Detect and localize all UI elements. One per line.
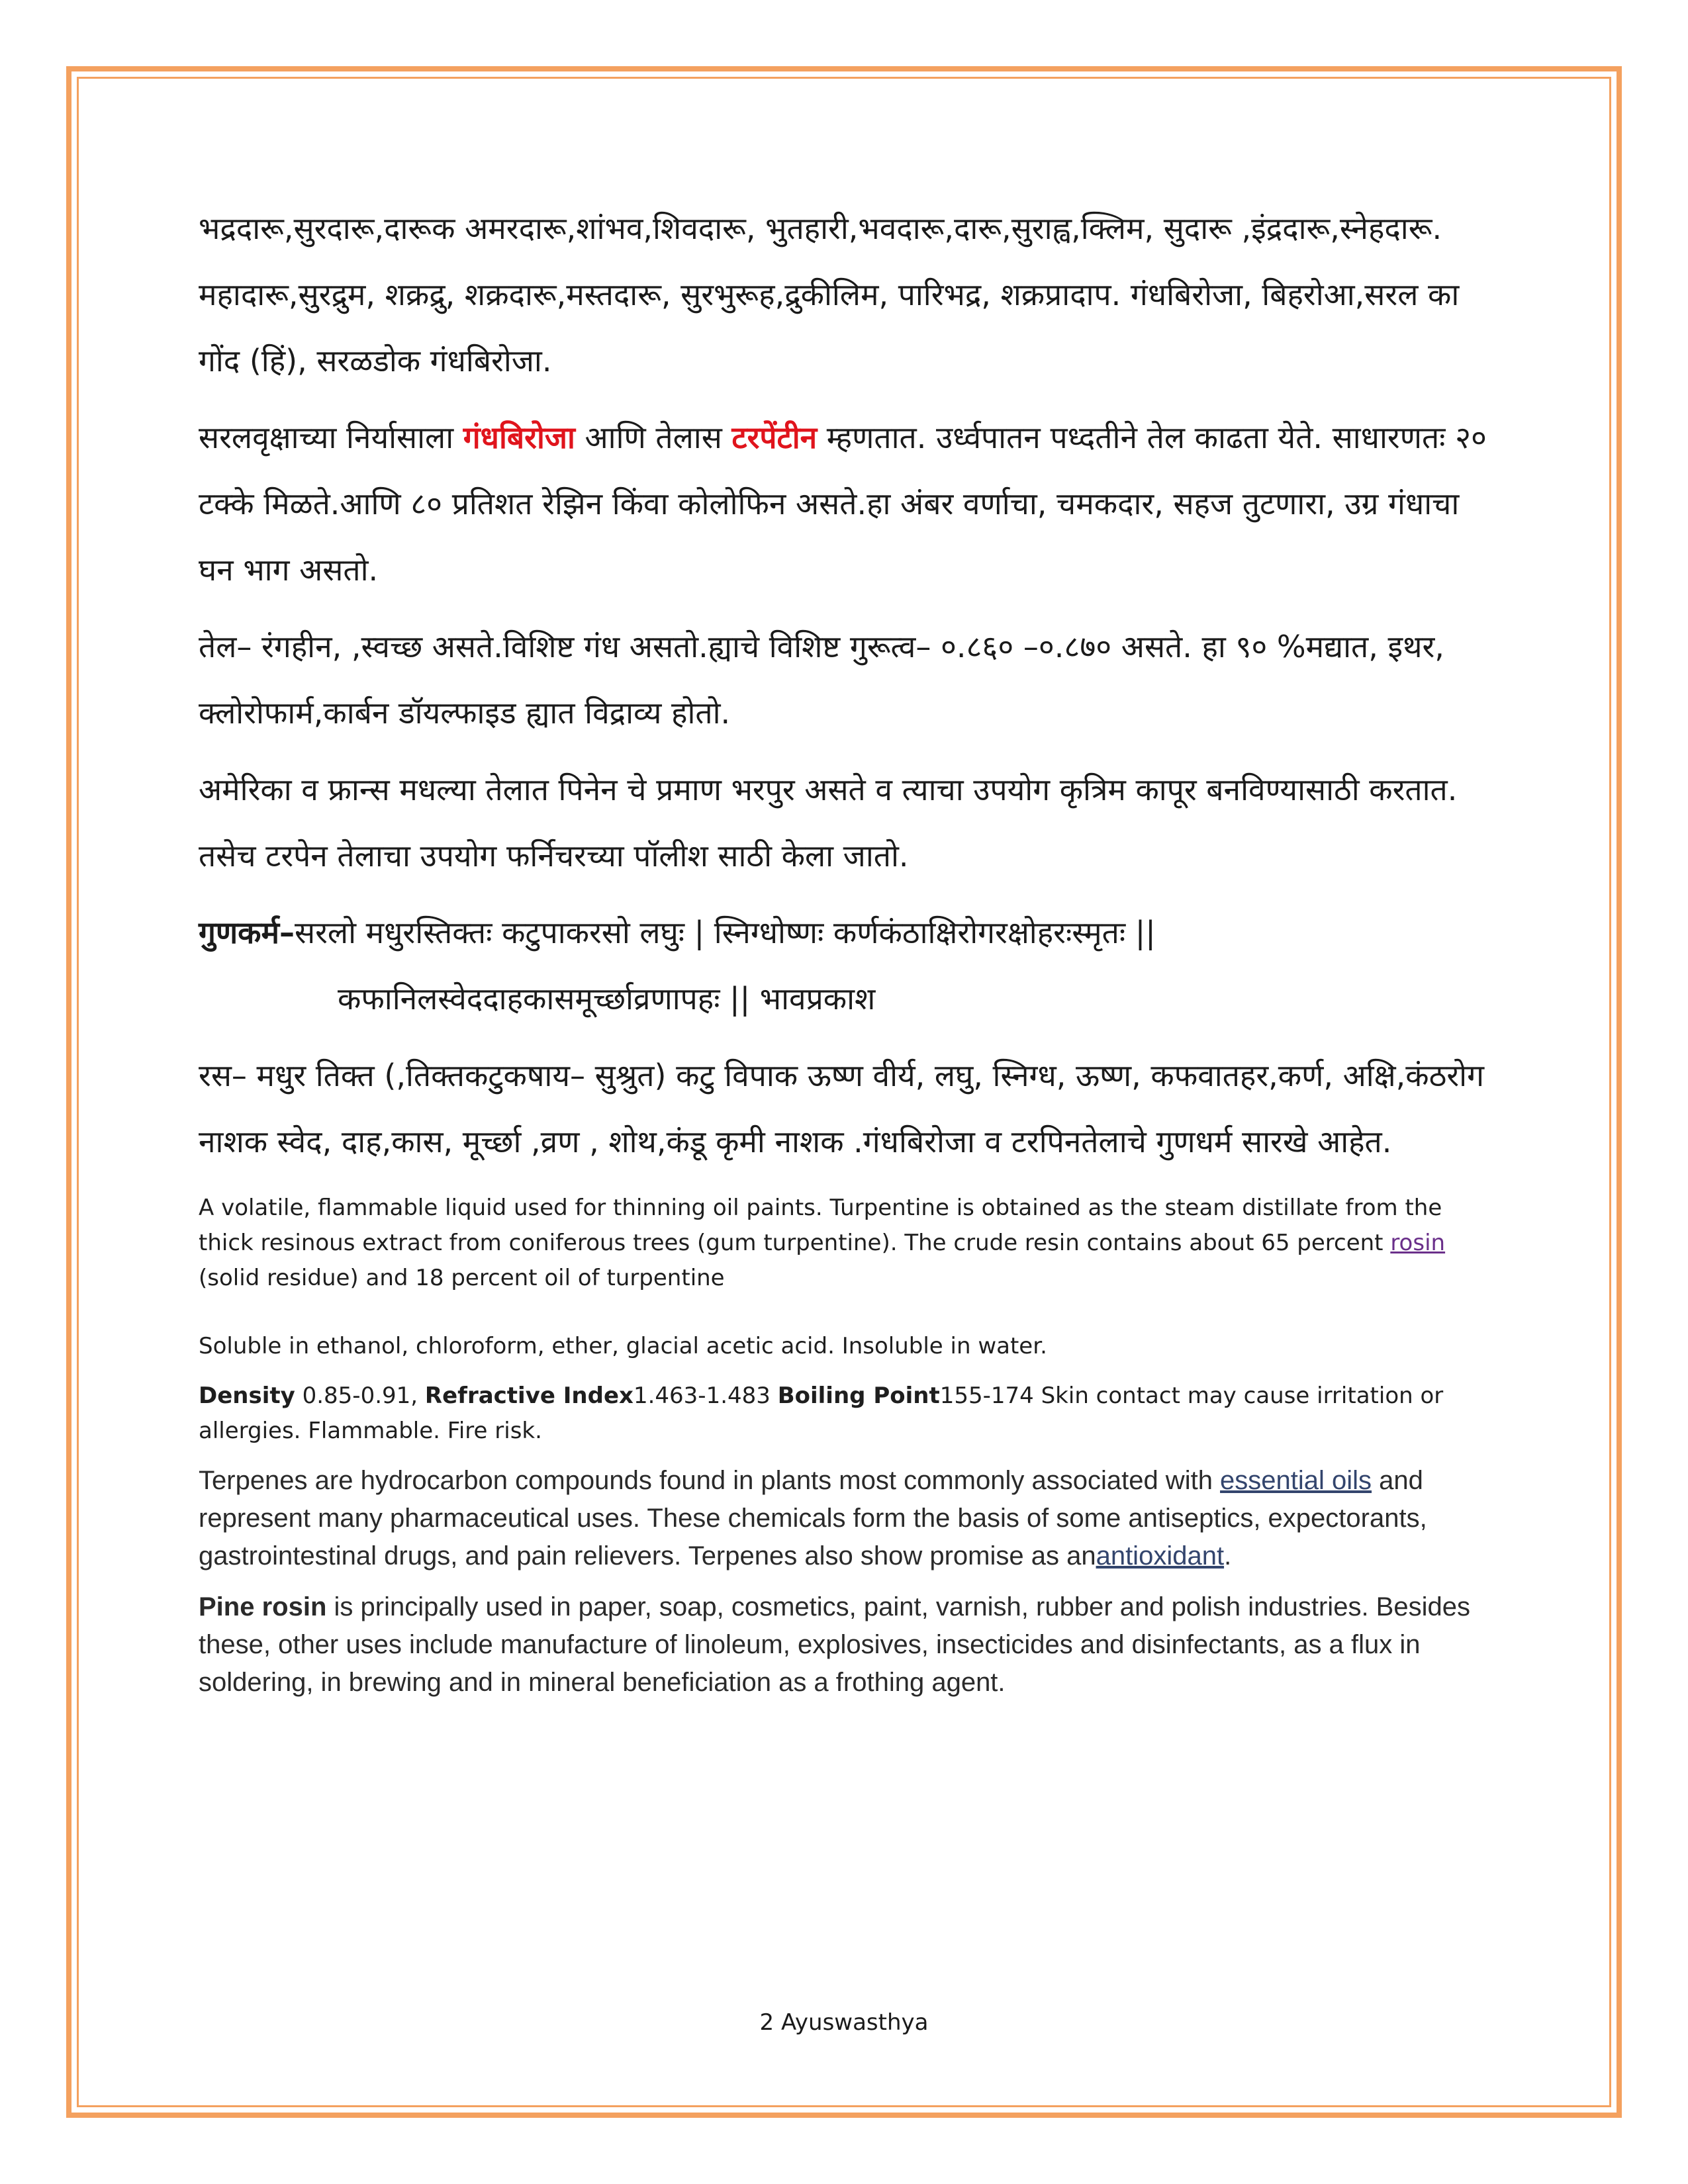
solubility-text: Soluble in ethanol, chloroform, ether, glacial acetic acid. Insoluble in water. [199,1333,1047,1359]
page-footer: 2 Ayuswasthya [759,2009,929,2036]
pine-rosin-text: is principally used in paper, soap, cosmetics, paint, varnish, rubber and polish industries. Besides these, other uses include manufacture of linoleum, explosives, insecticides and disinfectants, as a flux in soldering, in brewing and in mineral beneficiation as a frothing agent. [199,1592,1470,1697]
resin-text-c: म्हणतात. उर्ध्वपातन पध्दतीने तेल काढता येते. साधारणतः २० टक्के मिळते.आणि ८० प्रतिशत रेझिन किंवा कोलोफिन असते.हा अंबर वर्णाचा, चमकदार, सहज तुटणारा, उग्र गंधाचा घन भाग असतो. [199,420,1487,588]
gunakarma-paragraph [199,899,1496,966]
resin-text-a: सरलवृक्षाच्या निर्यासाला [199,420,463,455]
resin-text-b: आणि तेलास [575,420,732,455]
highlight-turpentine: टरपेंटीन [731,420,818,455]
verse-citation: कफानिलस्वेददाहकासमूर्च्छाव्रणापहः || भावप्रकाश [338,981,876,1017]
physical-properties [199,1379,1496,1449]
refractive-index-value: 1.463-1.483 [633,1383,778,1409]
boiling-point-value: 155-174 Skin contact may cause irritation or allergies. Flammable. Fire risk. [199,1383,1444,1444]
pine-rosin-paragraph [199,1588,1496,1702]
pine-rosin-label: Pine rosin [199,1592,327,1621]
rasa-paragraph: रस– मधुर तिक्त (,तिक्तकटुकषाय– सुश्रुत) कटु विपाक ऊष्ण वीर्य, लघु, स्निग्ध, ऊष्ण, कफवातहर,कर्ण, अक्षि,कंठरोग नाशक स्वेद, दाह,कास, मूर्च्छा ,व्रण , शोथ,कंडू कृमी नाशक .गंधबिरोजा व टरपिनतेलाचे गुणधर्म सारखे आहेत. [199,1058,1484,1160]
oil-properties-paragraph: तेल– रंगहीन, ,स्वच्छ असते.विशिष्ट गंध असतो.ह्याचे विशिष्ट गुरूत्व– ०.८६० –०.८७० असते. हा ९० %मद्यात, इथर, क्लोरोफार्म,कार्बन डॉयल्फाइड ह्यात विद्राव्य होतो. [199,629,1444,731]
antioxidant-link[interactable]: antioxidant [1096,1541,1225,1570]
terpenes-text-a: Terpenes are hydrocarbon compounds found in plants most commonly associated with [199,1466,1221,1495]
page-content [199,195,1496,1702]
uses-paragraph: अमेरिका व फ्रान्स मधल्या तेलात पिनेन चे प्रमाण भरपुर असते व त्याचा उपयोग कृत्रिम कापूर बनविण्यासाठी करतात. तसेच टरपेन तेलाचा उपयोग फर्निचरच्या पॉलीश साठी केला जातो. [199,772,1458,874]
gunakarma-heading: गुणकर्म– [199,915,295,950]
rosin-link[interactable]: rosin [1390,1230,1446,1256]
terpenes-text-b: and represent many pharmaceutical uses. These chemicals form the basis of some antiseptics, expectorants, gastrointestinal drugs, and pain relievers. Terpenes also show promise as an [199,1466,1427,1570]
turpentine-text-b: (solid residue) and 18 percent oil of turpentine [199,1265,725,1291]
resin-paragraph [199,404,1496,603]
density-value: 0.85-0.91, [295,1383,425,1409]
density-label: Density [199,1383,295,1409]
synonyms-paragraph: भद्रदारू,सुरदारू,दारूक अमरदारू,शांभव,शिवदारू, भुतहारी,भवदारू,दारू,सुराह्व,क्लिम, सुदारू ,इंद्रदारू,स्नेहदारू. महादारू,सुरद्रुम, शक्रद्रु, शक्रदारू,मस्तदारू, सुरभुरूह,द्रुकीलिम, पारिभद्र, शक्रप्रादाप. गंधबिरोजा, बिहरोआ,सरल का गोंद (हिं), सरळडोक गंधबिरोजा. [199,210,1460,379]
boiling-point-label: Boiling Point [777,1383,940,1409]
essential-oils-link[interactable]: essential oils [1220,1466,1372,1495]
turpentine-text-a: A volatile, flammable liquid used for thinning oil paints. Turpentine is obtained as the steam distillate from the thick resinous extract from coniferous trees (gum turpentine). The crude resin contains about 65 percent [199,1195,1442,1256]
highlight-gandhbiroja: गंधबिरोजा [463,420,575,455]
terpenes-text-c: . [1224,1541,1232,1570]
terpenes-paragraph [199,1462,1496,1575]
refractive-index-label: Refractive Index [424,1383,633,1409]
gunakarma-verse: सरलो मधुरस्तिक्तः कटुपाकरसो लघुः | स्निग्धोष्णः कर्णकंठाक्षिरोगरक्षोहरःस्मृतः || [295,915,1156,950]
turpentine-description [199,1191,1496,1296]
